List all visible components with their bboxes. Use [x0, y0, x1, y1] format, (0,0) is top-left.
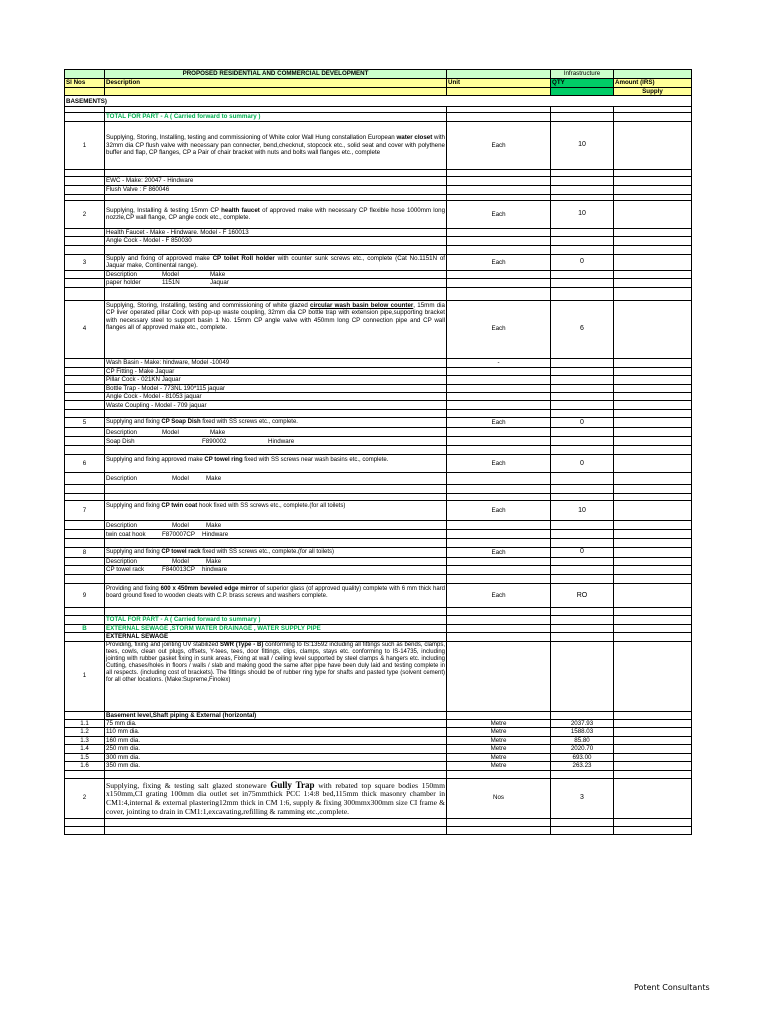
- part-b-letter: B: [65, 624, 105, 632]
- external-sewage-title: EXTERNAL SEWAGE: [105, 633, 447, 641]
- item-description: Providing, fixing and jointing UV stabilized SWR (Type - B) conforming to IS:13592 including all fittings such as bends, clamps, tees, cowls, clean out plugs, offsets, Y-tees, tees, door fittings, clips, clamps, stays etc. conforming to IS-14735, including jointing with rubber gasket fixing in sunk areas, Fixing at wall / ceiling level supported by steel clamps & hangers etc. including Cutting, chases/holes in floors / walls / slab and making good the same after pipe have been duly laid and testing complete in all respects. (including cost of brackets). The fittings should be of rubber ring type for shafts and pasted type (solvent cement) for all other locations. (Make:Supreme,Finolex): [105, 641, 447, 711]
- boq-table: PROPOSED RESIDENTIAL AND COMMERCIAL DEVELOPMENT Infrastructure Sl Nos Description Unit QTY Amount (IRS) Supply BASEMENTS) TOTAL FOR PART - A ( Carried forward to summary ) 1 Supplying, Storing, Installing, testing and commissioning of White color Wall Hung constallation European water closet with 32mm dia CP flush valve with necessary pan connecter, bend,checknut, stopcock etc., solid seat and cover with polythene buffer and flap, CP flanges, CP a Pair of chair bracket with nuts and bolts wall flanges etc., complete Each 10 EWC - Make: 20047 - Hindware Flush Valve : F 860046 2 Supplying, Installing & testing 15mm CP health faucet of approved make with necessary CP flexible hose 1000mm long nozzle,CP wall flange, CP angle cock etc., complete. Each 10 Health Faucet - Make - Hindware. Model - F 160013 Angle Cock - Model - F 850030 3 Supply and fixing of approved make CP toilet Roll holder with counter sunk screws etc., complete (Cat No.1151N of Jaquar make, Continental range). Each 0 Description Model Make paper holder 1151N Jaquar 4 Supplying, Storing, Installing, testing and commissioning of white glazed circular wash basin below counter, 15mm dia CP liver operated pillar Cock with pop-up waste coupling, 32mm dia CP bottle trap with extension pipe,supporting bracket with necessary steel to support basin 1 No. 15mm CP angle valve with 450mm long CP connection pipe and CP wall flanges all of approved make etc., complete. Each 6 Wash Basin - Make: hindware, Model -10049 - CP Fitting - Make Jaquar Pillar Cock - 021KN Jaquar Bottle Trap - Model - 773NL 190*115 jaquar Angle Cock - Model - 81053 jaquar Waste Coupling - Model - 709 jaquar 5 Supplying and fixing CP Soap Dish fixed with SS screws etc., complete. Each 0 Description Model Make Soap Dish F890002 Hindware 6 Supplying and fixing approved make CP towel ring fixed with SS screws near wash basins etc., complete. Each 0 Description Model Make 7 Supplying and fixing CP twin coat hook fixed with SS screws etc., complete.(for all toilets) Each 10 Description Model Make twin coat hook F870007CP Hindware 8 Supplying and fixing CP towel rack fixed with SS screws etc., complete.(for all toilets) Each 0 Description Model Make CP towel rack F840013CP hindware 9 Providing and fixing 600 x 450mm beveled edge mirror of superior glass (of approved quality) complete with 6 mm thick hard board ground fixed to wooden cleats with C.P. brass screws and washers complete. Each RO TOTAL FOR PART - A ( Carried forward to summary ) B EXTERNAL SEWAGE ,STORM WATER DRAINAGE , WATER SUPPLY PIPE EXTERNAL SEWAGE 1 Providing, fixing and jointing UV stabilized SWR (Type - B) conforming to IS:13592 including all fittings such as bends, clamps, tees, cowls, clean out plugs, offsets, Y-tees, tees, door fittings, clips, clamps, stays etc. conforming to IS-14735, including jointing with rubber gasket fixing in sunk areas, Fixing at wall / ceiling level supported by steel clamps & hangers etc. including Cutting, chases/holes in floors / walls / slab and making good the same after pipe have been duly laid and testing complete in all respects. (including cost of brackets). The fittings should be of rubber ring type for shafts and pasted type (solvent cement) for all other locations. (Make:Supreme,Finolex) Basement level,Shaft piping & External (horizontal) 1.1 75 mm dia. Metre 2037.93 1.2 110 mm dia. Metre 1588.03 1.3 160 mm dia. Metre 85.80 1.4 250 mm dia. Metre 2020.70 1.5 300 mm dia. Metre 693.00 1.6 350 mm dia. Metre 263.23 2 Supplying, fixing & testing salt glazed stoneware Gully Trap with rebated top square bodies 150mm x150mm,CI grating 100mm dia outlet set in75mmthick PCC 1:4:8 bed,115mm thick masonry chamber in CM1:4,internal & external plastering12mm thick in CM 1:6, supply & fixing 300mmx300mm size CI frame & cover, jointing to drain in CM1:1,excavating,refilling & ramming etc.,complete. Nos 3: [64, 69, 692, 835]
- pipe-row: 1.1 75 mm dia. Metre 2037.93: [65, 719, 692, 727]
- item-row-2: 2 Supplying, Installing & testing 15mm CP health faucet of approved make with necessary CP flexible hose 1000mm long nozzle,CP wall flange, CP angle cock etc., complete. Each 10: [65, 200, 692, 228]
- pipe-row: 1.2 110 mm dia. Metre 1588.03: [65, 728, 692, 736]
- qty-header: QTY: [551, 79, 614, 88]
- item-row-8: 8 Supplying and fixing CP towel rack fixed with SS screws etc., complete.(for all toilets) Each 0: [65, 548, 692, 557]
- part-b-title: EXTERNAL SEWAGE ,STORM WATER DRAINAGE , WATER SUPPLY PIPE: [105, 624, 447, 632]
- item-description: Supplying and fixing CP towel rack fixed with SS screws etc., complete.(for all toilets): [105, 548, 447, 557]
- project-title: PROPOSED RESIDENTIAL AND COMMERCIAL DEVELOPMENT: [105, 70, 447, 79]
- sl-nos-header: Sl Nos: [65, 79, 105, 88]
- item-description: Supplying, Storing, Installing, testing and commissioning of white glazed circular wash basin below counter, 15mm dia CP liver operated pillar Cock with pop-up waste coupling, 32mm dia CP bottle trap with extension pipe,supporting bracket with necessary steel to support basin 1 No. 15mm CP angle valve with 450mm long CP connection pipe and CP wall flanges all of approved make etc., complete.: [105, 300, 447, 358]
- item-row-6: 6 Supplying and fixing approved make CP towel ring fixed with SS screws near wash basins etc., complete. Each 0: [65, 455, 692, 473]
- item-row-b2: 2 Supplying, fixing & testing salt glazed stoneware Gully Trap with rebated top square bodies 150mm x150mm,CI grating 100mm dia outlet set in75mmthick PCC 1:4:8 bed,115mm thick masonry chamber in CM1:4,internal & external plastering12mm thick in CM 1:6, supply & fixing 300mmx300mm size CI frame & cover, jointing to drain in CM1:1,excavating,refilling & ramming etc.,complete. Nos 3: [65, 778, 692, 818]
- pipe-row: 1.4 250 mm dia. Metre 2020.70: [65, 745, 692, 753]
- item-row-4: 4 Supplying, Storing, Installing, testing and commissioning of white glazed circular wash basin below counter, 15mm dia CP liver operated pillar Cock with pop-up waste coupling, 32mm dia CP bottle trap with extension pipe,supporting bracket with necessary steel to support basin 1 No. 15mm CP angle valve with 450mm long CP connection pipe and CP wall flanges all of approved make etc., complete. Each 6: [65, 300, 692, 358]
- item-row-9: 9 Providing and fixing 600 x 450mm beveled edge mirror of superior glass (of approved quality) complete with 6 mm thick hard board ground fixed to wooden cleats with C.P. brass screws and washers complete. Each RO: [65, 584, 692, 608]
- amount-header: Amount (IRS): [614, 79, 692, 88]
- pipe-row: 1.5 300 mm dia. Metre 693.00: [65, 753, 692, 761]
- supply-header: Supply: [614, 88, 692, 96]
- item-row-5: 5 Supplying and fixing CP Soap Dish fixed with SS screws etc., complete. Each 0: [65, 418, 692, 428]
- description-header: Description: [105, 79, 447, 88]
- total-part-a: TOTAL FOR PART - A ( Carried forward to summary ): [105, 113, 447, 121]
- item-description: Supply and fixing of approved make CP toilet Roll holder with counter sunk screws etc., complete (Cat No.1151N of Jaquar make, Continental range).: [106, 254, 445, 270]
- basement-level-title: Basement level,Shaft piping & External (horizontal): [105, 711, 447, 719]
- item-description: Supplying, Installing & testing 15mm CP health faucet of approved make with necessary CP flexible hose 1000mm long nozzle,CP wall flange, CP angle cock etc., complete.: [105, 200, 447, 228]
- unit-header: Unit: [447, 79, 551, 88]
- item-description: Supplying and fixing approved make CP towel ring fixed with SS screws near wash basins etc., complete.: [105, 455, 447, 473]
- item-description: Supplying and fixing CP twin coat hook fixed with SS screws etc., complete.(for all toilets): [105, 501, 447, 521]
- item-description: Supplying and fixing CP Soap Dish fixed with SS screws etc., complete.: [105, 418, 447, 428]
- total-part-a-2: TOTAL FOR PART - A ( Carried forward to summary ): [105, 616, 447, 624]
- item-description: Supplying, Storing, Installing, testing and commissioning of White color Wall Hung constallation European water closet with 32mm dia CP flush valve with necessary pan connecter, bend,checknut, stopcock etc., solid seat and cover with polythene buffer and flap, CP flanges, CP a Pair of chair bracket with nuts and bolts wall flanges etc., complete: [105, 121, 447, 169]
- item-row-b1: 1 Providing, fixing and jointing UV stabilized SWR (Type - B) conforming to IS:13592 including all fittings such as bends, clamps, tees, cowls, clean out plugs, offsets, Y-tees, tees, door fittings, clips, clamps, stays etc. conforming to IS-14735, including jointing with rubber gasket fixing in sunk areas, Fixing at wall / ceiling level supported by steel clamps & hangers etc. including Cutting, chases/holes in floors / walls / slab and making good the same after pipe have been duly laid and testing complete in all respects. (including cost of brackets). The fittings should be of rubber ring type for shafts and pasted type (solvent cement) for all other locations. (Make:Supreme,Finolex): [65, 641, 692, 711]
- section-label: BASEMENTS): [65, 96, 692, 107]
- item-row-1: 1 Supplying, Storing, Installing, testing and commissioning of White color Wall Hung constallation European water closet with 32mm dia CP flush valve with necessary pan connecter, bend,checknut, stopcock etc., solid seat and cover with polythene buffer and flap, CP flanges, CP a Pair of chair bracket with nuts and bolts wall flanges etc., complete Each 10: [65, 121, 692, 169]
- item-description: Supplying, fixing & testing salt glazed stoneware Gully Trap with rebated top square bodies 150mm x150mm,CI grating 100mm dia outlet set in75mmthick PCC 1:4:8 bed,115mm thick masonry chamber in CM1:4,internal & external plastering12mm thick in CM 1:6, supply & fixing 300mmx300mm size CI frame & cover, jointing to drain in CM1:1,excavating,refilling & ramming etc.,complete.: [105, 778, 447, 818]
- pipe-row: 1.3 160 mm dia. Metre 85.80: [65, 736, 692, 744]
- pipe-row: 1.6 350 mm dia. Metre 263.23: [65, 762, 692, 770]
- item-row-7: 7 Supplying and fixing CP twin coat hook fixed with SS screws etc., complete.(for all toilets) Each 10: [65, 501, 692, 521]
- header-blank: [65, 70, 105, 79]
- infrastructure-label: Infrastructure: [551, 70, 614, 79]
- item-description: Providing and fixing 600 x 450mm beveled edge mirror of superior glass (of approved quality) complete with 6 mm thick hard board ground fixed to wooden cleats with C.P. brass screws and washers complete.: [105, 584, 447, 608]
- footer-company: Potent Consultants: [634, 983, 710, 992]
- item-row-3: 3 Supply and fixing of approved make CP toilet Roll holder with counter sunk screws etc., complete (Cat No.1151N of Jaquar make, Continental range). Each 0: [65, 254, 692, 270]
